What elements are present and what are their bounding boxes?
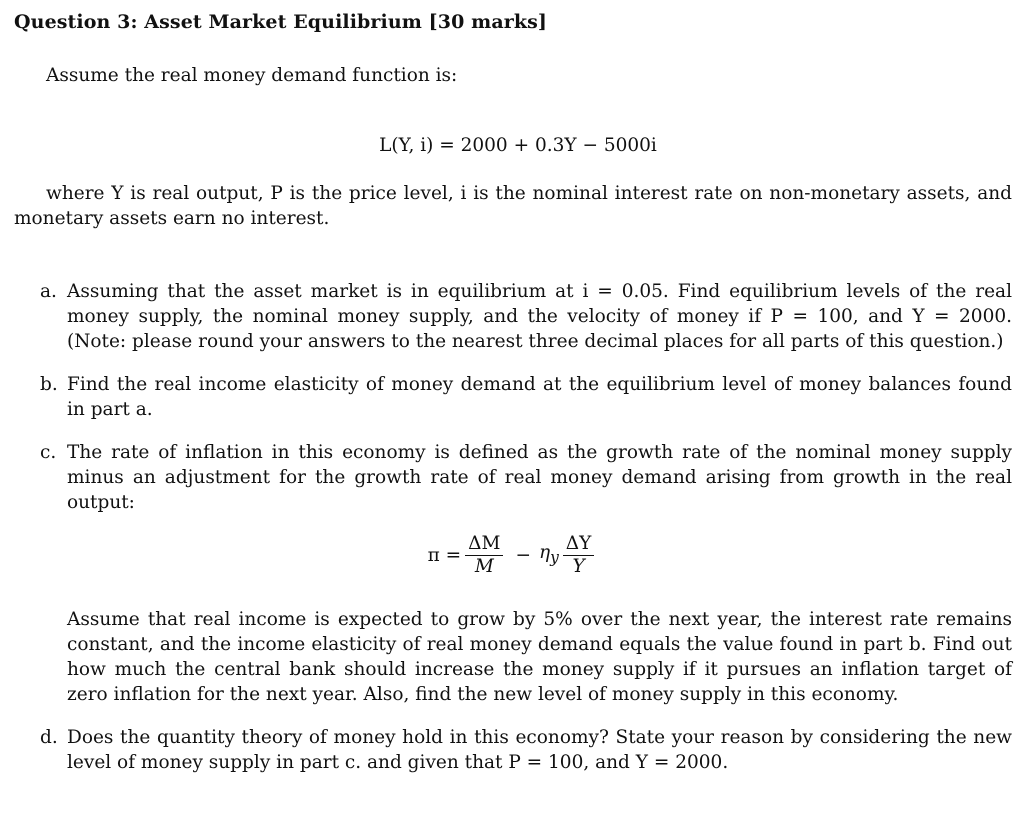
part-c-text: The rate of inflation in this economy is defined as the growth rate of the nominal money supply minus an adjustment for the growth rate of real money demand arising from growth in the real output:: [67, 442, 1012, 513]
money-growth-fraction: [465, 533, 503, 578]
question-parts: [14, 279, 1012, 775]
part-c-label: c.: [40, 442, 57, 463]
money-growth-denominator: [472, 556, 497, 578]
part-b-label: b.: [40, 374, 58, 395]
part-c: [14, 440, 1012, 707]
question-title: Question 3: Asset Market Equilibrium [30 marks]: [14, 11, 548, 33]
output-growth-denominator-text: Y: [572, 555, 585, 577]
output-growth-numerator: ΔY: [563, 533, 595, 556]
part-d-label: d.: [40, 727, 58, 748]
output-growth-denominator: [569, 556, 587, 578]
money-growth-denominator-text: M: [474, 555, 494, 577]
part-d-text: Does the quantity theory of money hold in this economy? State your reason by considering the new level of money supply in part c. and given that P = 100, and Y = 2000.: [67, 727, 1012, 773]
part-c-followup: Assume that real income is expected to grow by 5% over the next year, the interest rate remains constant, and the income elasticity of real money demand equals the value found in part b. Find out how much the central bank should increase the money supply if it pursues an inflation target of zero inflation for the next year. Also, find the new level of money supply in this economy.: [67, 609, 1012, 705]
part-d: [14, 725, 1012, 775]
part-a: [14, 279, 1012, 354]
inflation-equation: [14, 515, 1012, 595]
money-demand-equation: L(Y, i) = 2000 + 0.3Y − 5000i: [379, 135, 657, 156]
part-a-text: Assuming that the asset market is in equilibrium at i = 0.05. Find equilibrium levels of the real money supply, the nominal money supply, and the velocity of money if P = 100, and Y = 2000. (Note: please round your answers to the nearest three decimal places for all parts of this question.): [67, 281, 1012, 352]
part-b-text: Find the real income elasticity of money demand at the equilibrium level of money balances found in part a.: [67, 374, 1012, 420]
money-growth-numerator: ΔM: [465, 533, 503, 556]
eta-subscript: y: [550, 548, 559, 567]
eta-symbol: η: [538, 541, 551, 563]
part-a-label: a.: [40, 281, 57, 302]
output-growth-fraction: [563, 533, 595, 578]
variable-definitions: where Y is real output, P is the price level, i is the nominal interest rate on non-monetary assets, and monetary assets earn no interest.: [14, 183, 1012, 229]
inflation-lhs: π =: [427, 544, 462, 566]
part-b: [14, 372, 1012, 422]
minus-sign: −: [515, 544, 531, 566]
intro-text: Assume the real money demand function is:: [46, 65, 458, 86]
elasticity-coefficient: [539, 540, 559, 571]
